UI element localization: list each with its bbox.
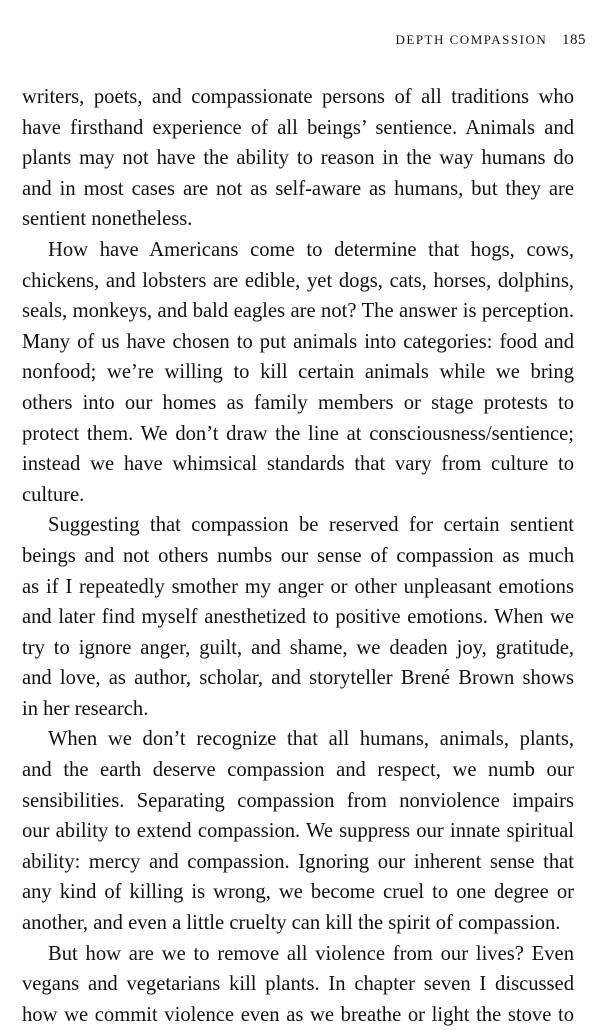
text-line: How have Americans come to determine that hogs, cows,	[48, 238, 574, 261]
text-line: When we don’t recognize that all humans, animals, plants,	[48, 728, 574, 751]
text-line: sentient nonetheless.	[22, 208, 193, 231]
text-line: plants may not have the ability to reason in the way humans do	[22, 147, 574, 170]
text-line: as if I repeatedly smother my anger or other unpleasant emotions	[22, 575, 574, 598]
text-line: writers, poets, and compassionate persons of all traditions who	[22, 86, 574, 108]
text-line: sensibilities. Separating compassion from nonviolence impairs	[22, 789, 574, 812]
text-line: and later find myself anesthetized to positive emotions. When we	[22, 606, 574, 629]
body-text	[22, 82, 574, 1030]
text-line: in her research.	[22, 697, 149, 720]
text-line: any kind of killing is wrong, we become cruel to one degree or	[22, 881, 574, 904]
text-line: seals, monkeys, and bald eagles are not? The answer is perception.	[22, 300, 574, 323]
text-line: chickens, and lobsters are edible, yet dogs, cats, horses, dolphins,	[22, 269, 574, 292]
text-line: our ability to extend compassion. We suppress our innate spiritual	[22, 820, 574, 843]
text-line: and the earth deserve compassion and respect, we numb our	[22, 759, 574, 782]
text-line: beings and not others numbs our sense of compassion as much	[22, 544, 574, 567]
text-line: and in most cases are not as self-aware as humans, but they are	[22, 177, 574, 200]
text-line: another, and even a little cruelty can kill the spirit of compassion.	[22, 912, 561, 935]
text-line: But how are we to remove all violence from our lives? Even	[48, 942, 574, 965]
text-line: others into our homes as family members or stage protests to	[22, 391, 574, 414]
text-line: how we commit violence even as we breathe or light the stove to	[22, 1003, 574, 1026]
text-line: instead we have whimsical standards that vary from culture to	[22, 453, 574, 476]
running-head	[396, 32, 587, 49]
text-line: have firsthand experience of all beings’ sentience. Animals and	[22, 116, 574, 139]
text-line: vegans and vegetarians kill plants. In chapter seven I discussed	[22, 973, 574, 996]
text-line: try to ignore anger, guilt, and shame, we deaden joy, gratitude,	[22, 636, 574, 659]
text-line: culture.	[22, 483, 85, 506]
running-head-title: DEPTH COMPASSION	[395, 32, 548, 47]
text-line: ability: mercy and compassion. Ignoring our inherent sense that	[22, 850, 574, 873]
text-line: Suggesting that compassion be reserved for certain sentient	[48, 514, 574, 537]
page-number: 185	[562, 32, 586, 48]
text-line: Many of us have chosen to put animals into categories: food and	[22, 330, 574, 353]
text-line: nonfood; we’re willing to kill certain animals while we bring	[22, 361, 574, 384]
text-line: and love, as author, scholar, and storyteller Brené Brown shows	[22, 667, 574, 690]
text-line: protect them. We don’t draw the line at consciousness/sentience;	[22, 422, 574, 445]
